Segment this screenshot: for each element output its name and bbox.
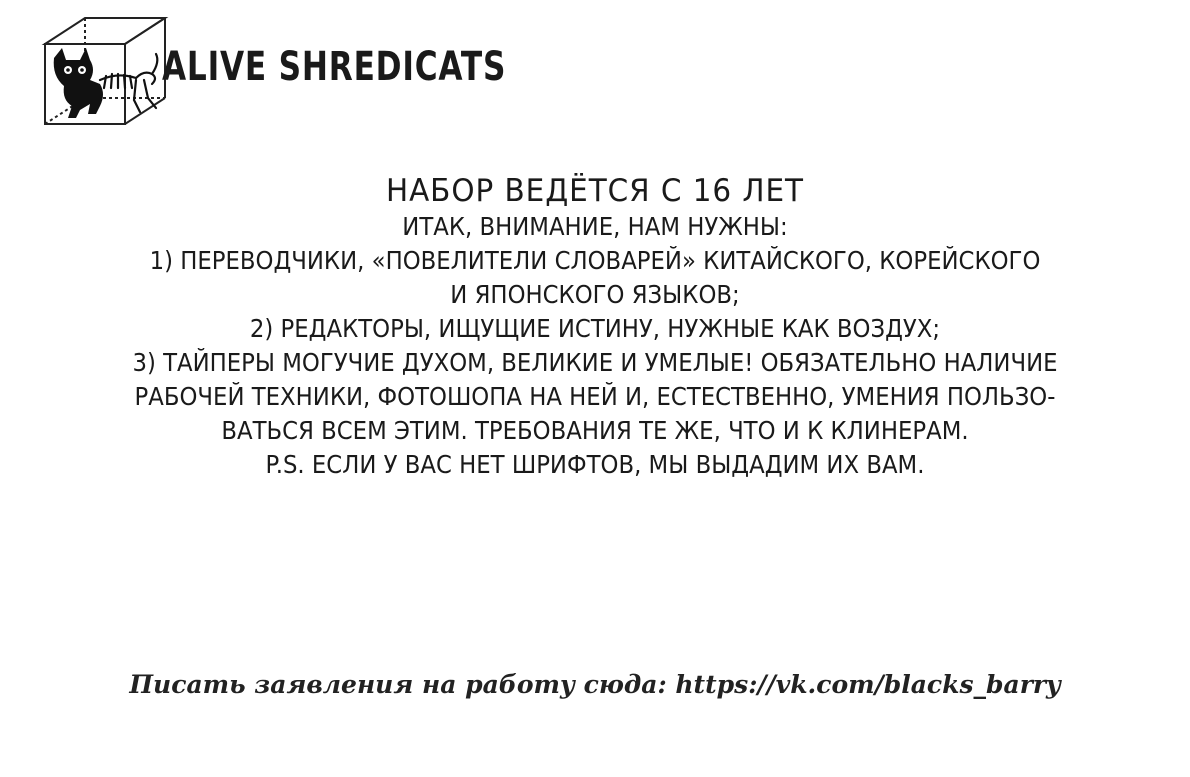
announcement-line: И ЯПОНСКОГО ЯЗЫКОВ; [450,280,740,309]
announcement-line: ИТАК, ВНИМАНИЕ, НАМ НУЖНЫ: [402,212,788,241]
announcement-headline: НАБОР ВЕДЁТСЯ С 16 ЛЕТ [385,173,804,209]
cat-in-cube-logo-icon [40,14,170,132]
announcement-line: 2) РЕДАКТОРЫ, ИЩУЩИЕ ИСТИНУ, НУЖНЫЕ КАК ВОЗДУХ; [249,314,941,343]
announcement-line: P.S. ЕСЛИ У ВАС НЕТ ШРИФТОВ, МЫ ВЫДАДИМ ИХ ВАМ. [265,450,925,479]
announcement [0,172,1190,482]
announcement-line: 1) ПЕРЕВОДЧИКИ, «ПОВЕЛИТЕЛИ СЛОВАРЕЙ» КИТАЙСКОГО, КОРЕЙСКОГО [149,246,1041,275]
brand-name: ALIVE SHREDICATS [162,44,507,90]
contact-footer: Писать заявления на работу сюда: https://vk.com/blacks_barry [129,670,1061,699]
announcement-line: ВАТЬСЯ ВСЕМ ЭТИМ. ТРЕБОВАНИЯ ТЕ ЖЕ, ЧТО И К КЛИНЕРАМ. [221,416,969,445]
announcement-line: 3) ТАЙПЕРЫ МОГУЧИЕ ДУХОМ, ВЕЛИКИЕ И УМЕЛЫЕ! ОБЯЗАТЕЛЬНО НАЛИЧИЕ [132,348,1058,377]
announcement-line: РАБОЧЕЙ ТЕХНИКИ, ФОТОШОПА НА НЕЙ И, ЕСТЕСТВЕННО, УМЕНИЯ ПОЛЬЗО- [134,382,1056,411]
